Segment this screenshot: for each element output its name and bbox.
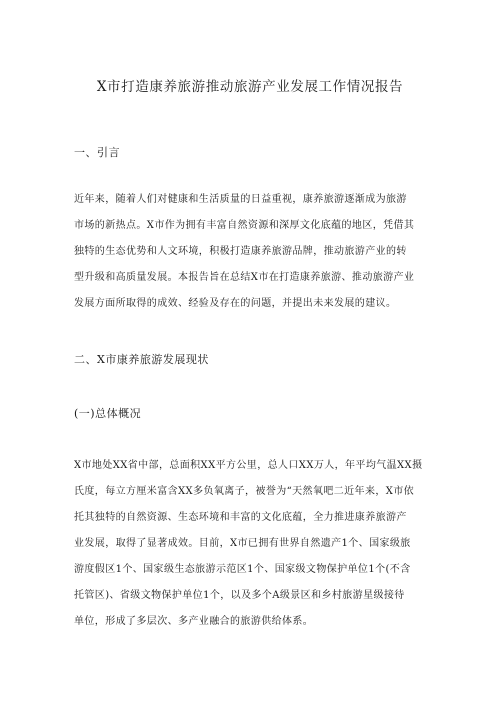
- paragraph-line: 发展方面所取得的成效、经验及存在的问题，并提出未来发展的建议。: [74, 298, 397, 309]
- paragraph-line: 氏度，每立方厘米富含XX多负氧离子，被誉为“天然氧吧二近年来，X市依: [74, 486, 415, 497]
- paragraph-line: 近年来，随着人们对健康和生活质量的日益重视，康养旅游逐渐成为旅游: [74, 194, 407, 205]
- paragraph-line: X市地处XX省中部，总面积XX平方公里，总人口XX万人，年平均气温XX摄: [74, 460, 423, 471]
- paragraph-line: 业发展，取得了显著成效。目前，X市已拥有世界自然遗产1个、国家级旅: [74, 538, 411, 549]
- section-heading-status: 二、X市康养旅游发展现状: [74, 353, 209, 366]
- paragraph-line: 独特的生态优势和人文环境，积极打造康养旅游品牌，推动旅游产业的转: [74, 246, 407, 257]
- intro-paragraph: [74, 187, 430, 317]
- paragraph-line: 托其独特的自然资源、生态环境和丰富的文化底蕴，全力推进康养旅游产: [74, 512, 407, 523]
- subsection-heading-overview: (一)总体概况: [74, 407, 142, 420]
- section-heading-intro: 一、引言: [74, 146, 120, 159]
- paragraph-line: 市场的新热点。X市作为拥有丰富自然资源和深厚文化底蕴的地区，凭借其: [74, 220, 415, 231]
- paragraph-line: 单位，形成了多层次、多产业融合的旅游供给体系。: [74, 616, 314, 627]
- document-title: X市打造康养旅游推动旅游产业发展工作情况报告: [96, 79, 404, 95]
- overview-paragraph: [74, 453, 430, 635]
- paragraph-line: 型升级和高质量发展。本报告旨在总结X市在打造康养旅游、推动旅游产业: [74, 272, 415, 283]
- paragraph-line: 游度假区1个、国家级生态旅游示范区1个、国家级文物保护单位1个(不含: [74, 564, 411, 575]
- paragraph-line: 托管区)、省级文物保护单位1个，以及多个A级景区和乡村旅游星级接待: [74, 590, 405, 601]
